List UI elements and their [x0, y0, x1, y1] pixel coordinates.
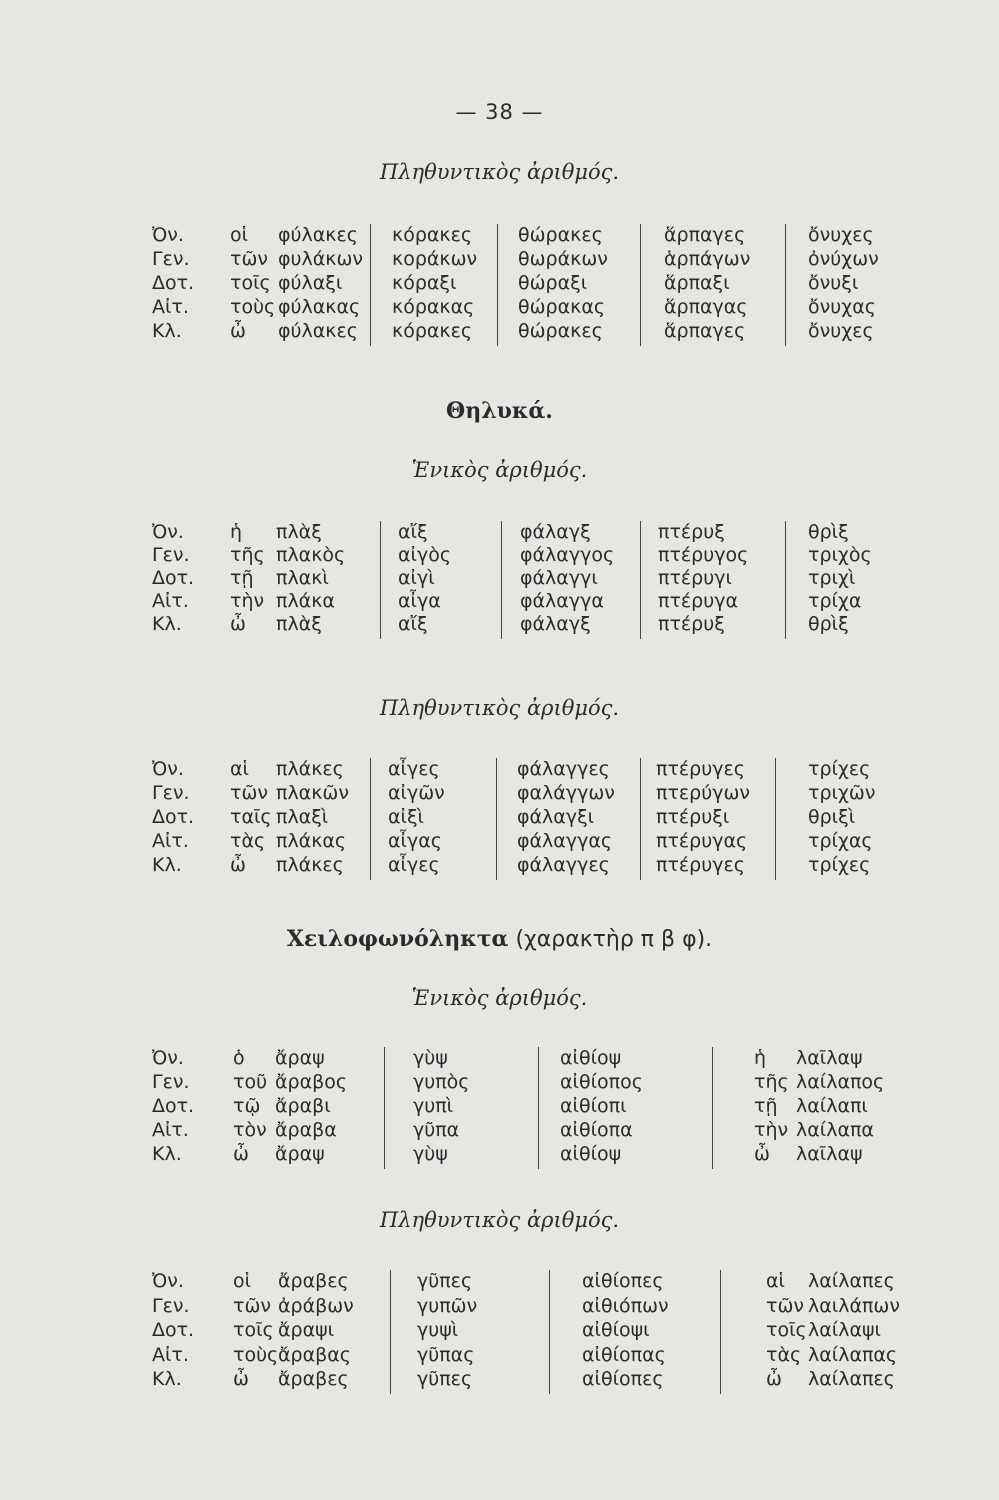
cell-noun3: φάλαγγες	[517, 758, 610, 780]
cell-noun4: ἅρπαγες	[664, 224, 746, 246]
cell-case: Δοτ.	[152, 1095, 195, 1117]
cell-case: Κλ.	[152, 1368, 182, 1390]
cell-noun2: κόραξι	[392, 272, 457, 294]
cell-noun5: τρίχας	[808, 830, 873, 852]
cell-noun2: γὺψ	[413, 1143, 448, 1165]
cell-article: τοὺς	[233, 1343, 279, 1366]
cell-noun3: φάλαγξι	[517, 806, 595, 828]
cell-noun4: ἡ	[754, 1047, 767, 1069]
cell-noun2: γῦπα	[413, 1119, 460, 1141]
cell-noun2: γυπὸς	[413, 1071, 470, 1093]
labial-heading	[0, 926, 999, 952]
cell-noun3: αἰθίοψ	[560, 1143, 622, 1165]
cell-noun1: πλὰξ	[276, 613, 322, 635]
plural1-row	[0, 318, 999, 344]
cell-noun4: τῇ	[754, 1095, 778, 1117]
cell-article: ταῖς	[230, 806, 272, 828]
cell-noun3: φάλαγγι	[520, 567, 598, 589]
cell-noun4: ἁρπάγων	[664, 248, 751, 270]
cell-noun3: αἰθίοπα	[560, 1119, 633, 1141]
plural1-subtitle: Πληθυντικὸς ἀριθμός.	[379, 160, 620, 184]
plural3-subtitle: Πληθυντικὸς ἀριθμός.	[379, 1208, 620, 1232]
cell-noun2: κοράκων	[392, 248, 478, 270]
cell-noun4: τῶν	[766, 1294, 804, 1317]
cell-article: τῶν	[230, 782, 268, 804]
cell-noun2: αἴξ	[398, 521, 428, 543]
cell-noun3: φάλαγγας	[517, 830, 612, 852]
cell-case: Γεν.	[152, 1294, 190, 1317]
cell-noun5: λαίλαπα	[796, 1119, 874, 1141]
cell-noun3: θωράκων	[518, 248, 608, 270]
cell-noun5: θρὶξ	[808, 613, 849, 635]
cell-noun2: γυψὶ	[417, 1319, 459, 1341]
cell-noun3: αἰθίοπες	[582, 1368, 664, 1390]
column-divider	[785, 224, 786, 346]
cell-noun1: πλάκα	[276, 590, 335, 612]
column-divider	[390, 1270, 391, 1394]
plural1-row	[0, 222, 999, 248]
column-divider	[775, 758, 776, 880]
cell-noun5: λαίλαπας	[808, 1343, 898, 1366]
cell-noun5: τρίχες	[808, 758, 871, 780]
cell-noun5: ὀνύχων	[808, 248, 879, 270]
cell-noun4: τῆς	[754, 1071, 789, 1093]
cell-noun4: πτέρυγος	[658, 544, 749, 566]
cell-noun1: ἄραβα	[275, 1119, 337, 1141]
cell-noun4: ἅρπαξι	[664, 272, 730, 294]
cell-noun5: λαιλάπων	[808, 1294, 900, 1317]
cell-noun5: λαίλαπι	[796, 1095, 868, 1117]
cell-article: τῇ	[230, 567, 254, 589]
cell-noun2: αἶγες	[388, 854, 440, 876]
labial-row	[0, 1045, 999, 1071]
cell-case: Ὀν.	[152, 521, 184, 543]
cell-noun4: ὦ	[766, 1368, 782, 1390]
cell-noun4: τὴν	[754, 1119, 789, 1141]
plural2-row	[0, 828, 999, 854]
cell-noun1: ἄραψ	[275, 1047, 325, 1069]
cell-noun2: αἰγὸς	[398, 544, 451, 566]
cell-noun3: αἰθίοπος	[560, 1071, 643, 1093]
plural3-row	[0, 1268, 999, 1294]
cell-noun1: ἄραβι	[275, 1095, 331, 1117]
cell-noun2: αἰγῶν	[388, 782, 445, 804]
cell-noun2: γυπῶν	[417, 1294, 478, 1317]
cell-case: Δοτ.	[152, 806, 195, 828]
cell-noun3: θώρακες	[518, 320, 603, 342]
feminine-title: Θηλυκά.	[446, 398, 553, 424]
cell-noun1: πλαξὶ	[276, 806, 329, 828]
cell-noun2: αἴξ	[398, 613, 428, 635]
labial-row	[0, 1069, 999, 1095]
labial-subtitle: Ἑνικὸς ἀριθμός.	[411, 986, 588, 1010]
cell-article: τὰς	[230, 830, 266, 852]
cell-case: Αἰτ.	[152, 296, 189, 318]
page-number: — 38 —	[455, 100, 544, 124]
column-divider	[497, 224, 498, 346]
plural2-row	[0, 756, 999, 782]
cell-article: ἡ	[230, 521, 243, 543]
column-divider	[380, 521, 381, 639]
cell-article: οἱ	[230, 224, 249, 246]
cell-case: Δοτ.	[152, 272, 195, 294]
cell-article: ὦ	[233, 1143, 249, 1165]
cell-noun3: φαλάγγων	[517, 782, 615, 804]
cell-article: ὦ	[230, 613, 246, 635]
cell-noun3: αἰθίοπες	[582, 1270, 664, 1292]
cell-noun4: ἅρπαγες	[664, 320, 746, 342]
cell-noun1: ἄραβες	[278, 1368, 349, 1390]
cell-noun2: αἶγες	[388, 758, 440, 780]
cell-noun3: φάλαγγα	[520, 590, 604, 612]
cell-noun4: πτέρυγι	[658, 567, 732, 589]
cell-noun4: πτέρυγα	[658, 590, 738, 612]
cell-article: ὁ	[233, 1047, 245, 1069]
column-divider	[720, 1270, 721, 1394]
plural2-row	[0, 780, 999, 806]
cell-noun1: ἄραβος	[275, 1071, 348, 1093]
cell-noun5: τριχῶν	[808, 782, 876, 804]
column-divider	[384, 1047, 385, 1169]
cell-noun3: φάλαγγος	[520, 544, 615, 566]
cell-article: τοῖς	[233, 1319, 274, 1341]
cell-noun1: πλὰξ	[276, 521, 322, 543]
feminine-subtitle: Ἑνικὸς ἀριθμός.	[411, 458, 588, 482]
cell-article: τὴν	[230, 590, 265, 612]
cell-noun4: πτέρυγες	[656, 758, 745, 780]
cell-noun5: ὄνυχες	[808, 320, 874, 342]
cell-case: Γεν.	[152, 248, 190, 270]
cell-noun3: φάλαγξ	[520, 521, 591, 543]
cell-noun1: πλακὶ	[276, 567, 329, 589]
cell-case: Αἰτ.	[152, 1119, 189, 1141]
column-divider	[640, 224, 641, 346]
cell-noun5: λαῖλαψ	[796, 1047, 863, 1069]
cell-noun5: λαίλαπες	[808, 1270, 895, 1292]
cell-noun3: θώρακας	[518, 296, 605, 318]
column-divider	[712, 1047, 713, 1169]
cell-article: τῶν	[233, 1294, 271, 1317]
cell-noun3: αἰθίοπας	[582, 1343, 666, 1366]
column-divider	[370, 758, 371, 880]
cell-article: ὦ	[233, 1368, 249, 1390]
cell-noun4: πτερύγων	[656, 782, 750, 804]
cell-article: ὦ	[230, 320, 246, 342]
plural1-row	[0, 294, 999, 320]
cell-noun4: τοῖς	[766, 1319, 807, 1341]
cell-noun5: τριχὸς	[808, 544, 872, 566]
cell-case: Ὀν.	[152, 1047, 184, 1069]
cell-case: Αἰτ.	[152, 590, 189, 612]
cell-noun4: πτέρυγες	[656, 854, 745, 876]
cell-noun2: αἶγα	[398, 590, 441, 612]
cell-noun1: πλακὸς	[276, 544, 346, 566]
cell-noun2: αἰγὶ	[398, 567, 435, 589]
cell-case: Κλ.	[152, 1143, 182, 1165]
labial-row	[0, 1117, 999, 1143]
cell-article: τοῦ	[233, 1071, 268, 1093]
feminine-row	[0, 611, 999, 637]
cell-noun2: κόρακες	[392, 320, 473, 342]
cell-noun4: τὰς	[766, 1343, 802, 1366]
cell-noun5: λαῖλαψ	[796, 1143, 863, 1165]
column-divider	[501, 521, 502, 639]
labial-title-note: (χαρακτὴρ π β φ).	[515, 927, 713, 952]
cell-noun1: ἄραψ	[275, 1143, 325, 1165]
cell-noun1: φύλακες	[278, 224, 358, 246]
plural1-row	[0, 270, 999, 296]
cell-case: Γεν.	[152, 782, 190, 804]
cell-noun3: φάλαγγες	[517, 854, 610, 876]
cell-noun2: γὺψ	[413, 1047, 448, 1069]
cell-noun5: θριξὶ	[808, 806, 856, 828]
cell-case: Δοτ.	[152, 567, 195, 589]
plural1-row	[0, 246, 999, 272]
cell-case: Αἰτ.	[152, 1343, 189, 1366]
cell-noun1: πλάκες	[276, 854, 344, 876]
cell-noun2: κόρακας	[392, 296, 475, 318]
labial-row	[0, 1093, 999, 1119]
cell-noun3: αἰθίοψ	[560, 1047, 622, 1069]
cell-article: τοὺς	[230, 296, 276, 318]
cell-noun2: γῦπες	[417, 1270, 473, 1292]
column-divider	[640, 758, 641, 880]
cell-article: τὸν	[233, 1119, 267, 1141]
cell-noun4: πτέρυγας	[656, 830, 748, 852]
plural3-row	[0, 1293, 999, 1319]
cell-noun2: γῦπες	[417, 1368, 473, 1390]
plural3-row	[0, 1342, 999, 1368]
plural2-row	[0, 804, 999, 830]
cell-noun2: κόρακες	[392, 224, 473, 246]
cell-noun1: φύλακας	[278, 296, 361, 318]
cell-noun1: ἀράβων	[278, 1294, 354, 1317]
cell-article: αἱ	[230, 758, 249, 780]
cell-article: τῶν	[230, 248, 268, 270]
cell-noun4: ἅρπαγας	[664, 296, 748, 318]
cell-noun3: αἰθιόπων	[582, 1294, 669, 1317]
cell-case: Γεν.	[152, 1071, 190, 1093]
cell-noun3: φάλαγξ	[520, 613, 591, 635]
plural2-subtitle: Πληθυντικὸς ἀριθμός.	[379, 696, 620, 720]
column-divider	[549, 1270, 550, 1394]
cell-noun1: φύλακες	[278, 320, 358, 342]
cell-noun5: τριχὶ	[808, 567, 856, 589]
cell-noun1: φυλάκων	[278, 248, 364, 270]
cell-noun1: ἄραβες	[278, 1270, 349, 1292]
cell-case: Κλ.	[152, 613, 182, 635]
cell-noun5: ὄνυξι	[808, 272, 859, 294]
cell-noun1: πλάκας	[276, 830, 347, 852]
cell-noun5: λαίλαψι	[808, 1319, 881, 1341]
cell-case: Αἰτ.	[152, 830, 189, 852]
cell-case: Γεν.	[152, 544, 190, 566]
cell-noun1: πλάκες	[276, 758, 344, 780]
cell-noun5: λαίλαπος	[796, 1071, 885, 1093]
cell-case: Κλ.	[152, 854, 182, 876]
cell-noun5: ὄνυχας	[808, 296, 876, 318]
cell-noun2: αἶγας	[388, 830, 442, 852]
cell-article: τοῖς	[230, 272, 271, 294]
cell-case: Ὀν.	[152, 224, 184, 246]
cell-noun5: τρίχα	[808, 590, 862, 612]
cell-noun1: πλακῶν	[276, 782, 349, 804]
cell-noun2: αἰξὶ	[388, 806, 424, 828]
cell-article: οἱ	[233, 1270, 252, 1292]
column-divider	[538, 1047, 539, 1169]
cell-noun2: γῦπας	[417, 1343, 475, 1366]
cell-noun3: αἰθίοπι	[560, 1095, 627, 1117]
plural3-row	[0, 1317, 999, 1343]
column-divider	[640, 521, 641, 639]
cell-case: Ὀν.	[152, 1270, 184, 1292]
cell-article: τῷ	[233, 1095, 261, 1117]
cell-noun4: πτέρυξ	[658, 521, 725, 543]
cell-noun1: ἄραψι	[278, 1319, 335, 1341]
plural3-row	[0, 1366, 999, 1392]
cell-noun4: ὦ	[754, 1143, 770, 1165]
cell-case: Δοτ.	[152, 1319, 195, 1341]
cell-noun5: θρὶξ	[808, 521, 849, 543]
column-divider	[785, 521, 786, 639]
cell-noun4: αἱ	[766, 1270, 785, 1292]
cell-case: Κλ.	[152, 320, 182, 342]
cell-noun2: γυπὶ	[413, 1095, 454, 1117]
cell-noun3: θώρακες	[518, 224, 603, 246]
cell-case: Ὀν.	[152, 758, 184, 780]
cell-article: τῆς	[230, 544, 265, 566]
cell-noun5: λαίλαπες	[808, 1368, 895, 1390]
column-divider	[370, 224, 371, 346]
cell-noun1: φύλαξι	[278, 272, 343, 294]
cell-noun5: ὄνυχες	[808, 224, 874, 246]
labial-row	[0, 1141, 999, 1167]
cell-noun1: ἄραβας	[278, 1343, 351, 1366]
cell-noun4: πτέρυξι	[656, 806, 730, 828]
cell-noun4: πτέρυξ	[658, 613, 725, 635]
plural2-row	[0, 852, 999, 878]
column-divider	[496, 758, 497, 880]
cell-noun3: θώραξι	[518, 272, 588, 294]
cell-article: ὦ	[230, 854, 246, 876]
labial-title: Χειλοφωνόληκτα	[286, 926, 509, 952]
cell-noun5: τρίχες	[808, 854, 871, 876]
cell-noun3: αἰθίοψι	[582, 1319, 650, 1341]
